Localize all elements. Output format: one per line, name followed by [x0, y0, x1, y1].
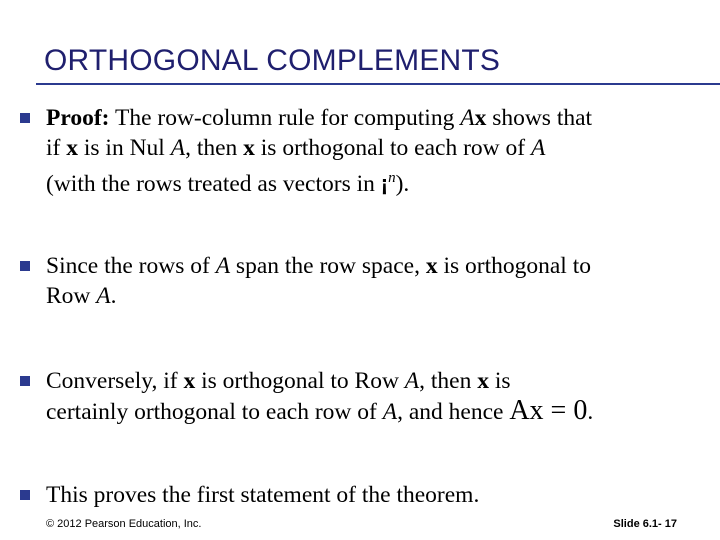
text-run: Row	[46, 283, 97, 309]
text-run: if	[46, 135, 67, 161]
bullet-marker-icon	[20, 113, 30, 123]
vector-symbol: x	[477, 368, 489, 394]
text-run: The row-column rule for computing	[109, 105, 461, 131]
text-run: , then	[419, 368, 478, 394]
text-run: is orthogonal to	[437, 253, 591, 279]
bullet-line	[46, 163, 710, 199]
footer-slide-number: Slide 6.1- 17	[613, 518, 677, 530]
matrix-symbol: A	[460, 105, 475, 131]
real-space-symbol: ¡	[380, 171, 389, 196]
bullet-line	[46, 133, 710, 163]
text-run: span the row space,	[230, 253, 426, 279]
bullet-rows-span	[20, 251, 710, 311]
equation-ax-zero: Ax = 0	[509, 395, 588, 426]
bullet-marker-icon	[20, 490, 30, 500]
matrix-symbol: A	[215, 253, 231, 279]
text-run: Since the rows of	[46, 253, 216, 279]
bullet-marker-icon	[20, 376, 30, 386]
bullet-proof	[20, 103, 710, 199]
text-run: (with the rows treated as vectors in	[46, 171, 381, 197]
vector-symbol: x	[183, 368, 196, 394]
matrix-symbol: A	[382, 399, 398, 425]
vector-symbol: x	[243, 135, 255, 161]
text-run: Conversely, if	[46, 368, 184, 394]
bullet-conversely	[20, 366, 710, 427]
text-run: , and hence	[397, 399, 510, 425]
bullet-conclusion	[20, 480, 710, 510]
bullet-line	[46, 480, 710, 510]
bullet-line	[46, 281, 710, 311]
title-divider	[36, 83, 720, 85]
superscript-n: n	[388, 170, 396, 186]
bullet-line	[46, 366, 710, 396]
slide-title: ORTHOGONAL COMPLEMENTS	[44, 44, 501, 77]
text-run: is	[489, 368, 511, 394]
vector-symbol: x	[425, 253, 438, 279]
proof-label: Proof:	[46, 105, 110, 131]
footer-copyright: © 2012 Pearson Education, Inc.	[46, 518, 202, 530]
bullet-line	[46, 103, 710, 133]
bullet-line	[46, 396, 710, 427]
matrix-symbol: A	[530, 135, 546, 161]
text-run: is orthogonal to Row	[195, 368, 405, 394]
text-run: .	[110, 283, 117, 309]
bullet-marker-icon	[20, 261, 30, 271]
text-run: .	[587, 399, 594, 425]
text-run: , then	[185, 135, 244, 161]
text-run: This proves the first statement of the theorem.	[46, 482, 480, 508]
matrix-symbol: A	[404, 368, 420, 394]
text-run: is in Nul	[77, 135, 171, 161]
matrix-symbol: A	[170, 135, 186, 161]
text-run: ).	[395, 171, 410, 197]
vector-symbol: x	[474, 105, 487, 131]
text-run: shows that	[486, 105, 593, 131]
text-run: is orthogonal to each row of	[254, 135, 531, 161]
vector-symbol: x	[66, 135, 78, 161]
text-run: certainly orthogonal to each row of	[46, 399, 383, 425]
bullet-line	[46, 251, 710, 281]
matrix-symbol: A	[96, 283, 111, 309]
